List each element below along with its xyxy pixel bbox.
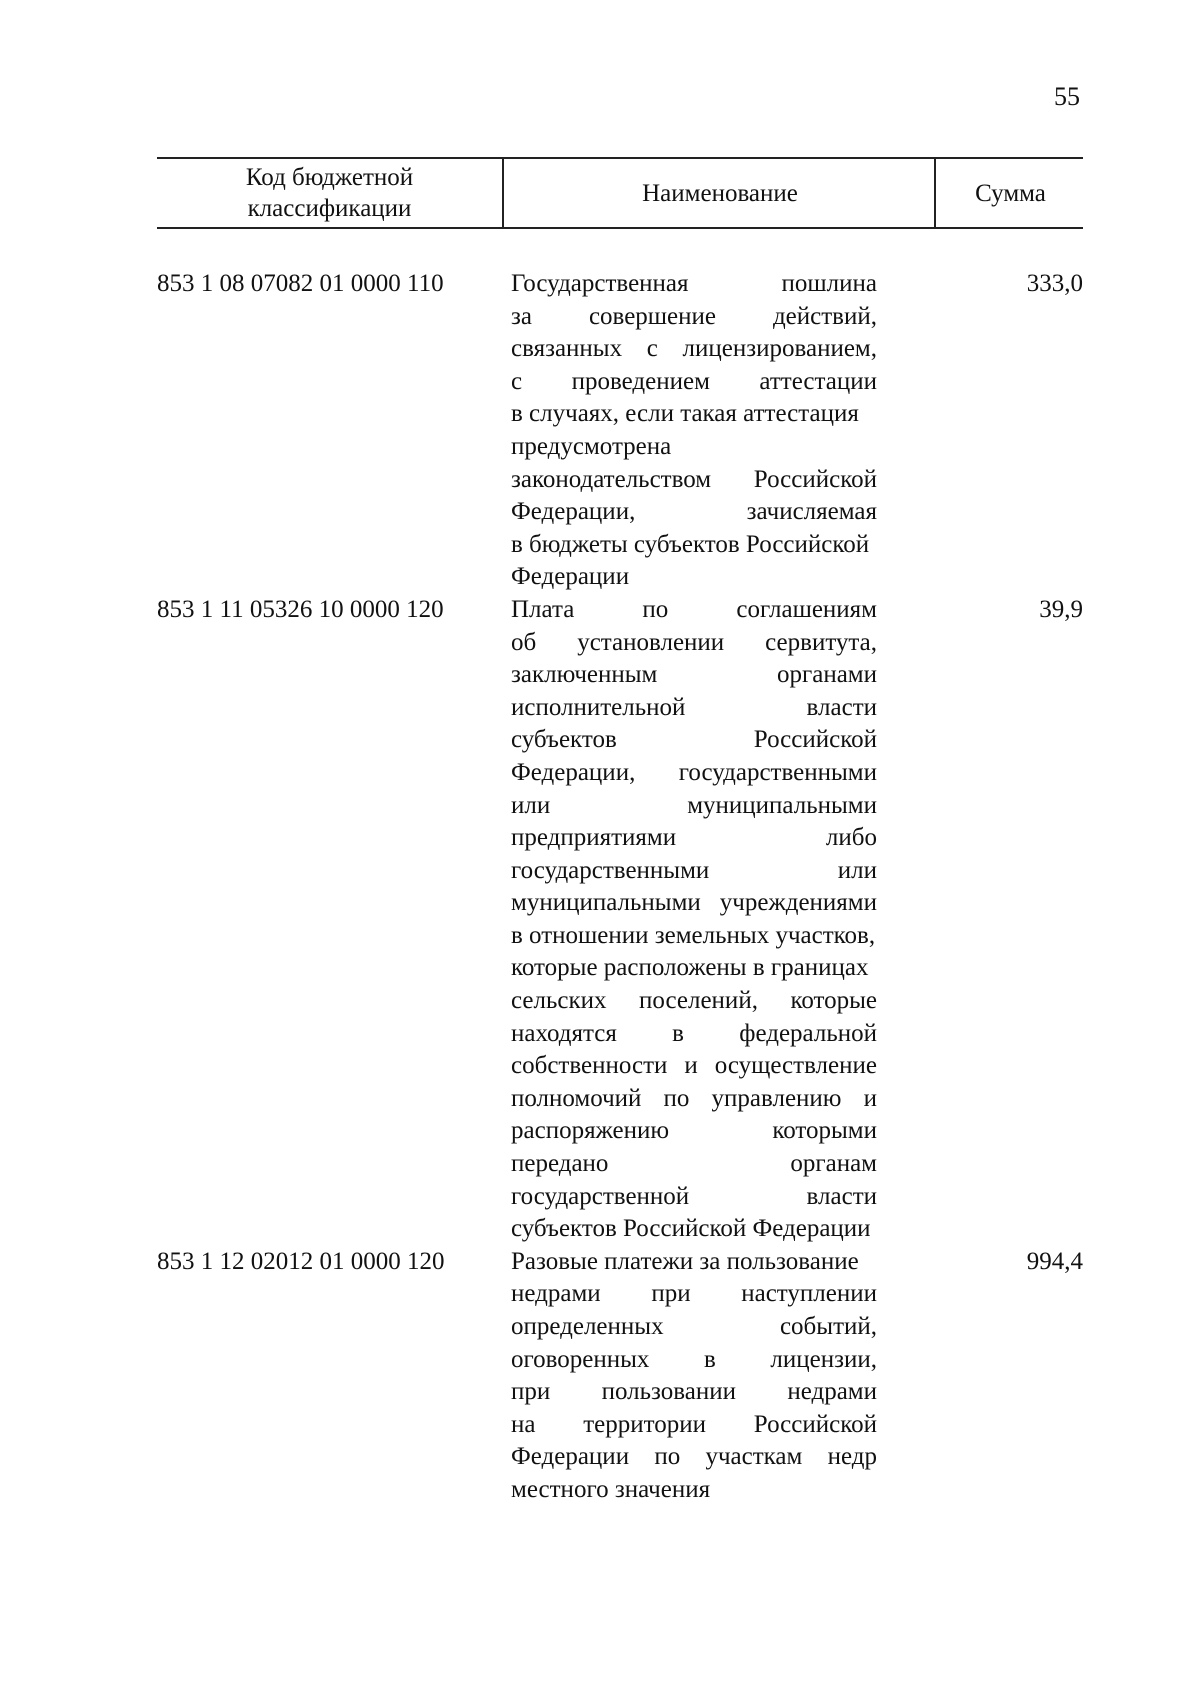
item-name-word: связанных bbox=[511, 335, 623, 363]
item-name-word: или bbox=[511, 791, 551, 819]
table-body bbox=[157, 268, 1083, 1507]
item-name-word: действий, bbox=[772, 302, 877, 330]
item-sum: 333,0 bbox=[1026, 270, 1083, 297]
item-name-word: зачисляемая bbox=[746, 498, 877, 526]
item-name-word: пошлина bbox=[781, 270, 877, 297]
item-name-line bbox=[511, 692, 877, 725]
item-name-line bbox=[511, 464, 877, 497]
item-name-word: по bbox=[663, 1084, 690, 1112]
header-code-line2: классификации bbox=[247, 195, 412, 222]
item-name-line bbox=[511, 757, 877, 790]
item-name-word: Федерации, bbox=[511, 498, 636, 526]
item-name-line bbox=[511, 822, 877, 855]
item-name-line bbox=[511, 887, 877, 920]
item-name-line bbox=[511, 1376, 877, 1409]
header-code-line1: Код бюджетной bbox=[245, 164, 414, 191]
item-name-word: муниципальными bbox=[687, 791, 877, 819]
item-name-word: в отношении земельных участков, bbox=[511, 921, 876, 949]
item-name-word: недрами bbox=[787, 1378, 877, 1406]
item-name-word: по bbox=[654, 1443, 681, 1471]
item-name-word: соглашениям bbox=[736, 595, 877, 623]
item-name-word: местного значения bbox=[511, 1475, 711, 1503]
item-name-word: сельских bbox=[511, 987, 607, 1015]
item-name-word: лицензии, bbox=[770, 1345, 877, 1373]
item-name-line bbox=[511, 1278, 877, 1311]
item-name-word: законодательством bbox=[511, 465, 712, 493]
item-name-word: и bbox=[863, 1084, 877, 1112]
item-name-word: совершение bbox=[588, 302, 716, 330]
item-name-word: осуществление bbox=[714, 1052, 877, 1080]
item-name-line bbox=[511, 594, 877, 627]
item-name-line bbox=[511, 1213, 877, 1246]
item-name-line bbox=[511, 1246, 877, 1279]
item-name bbox=[511, 1246, 877, 1507]
item-name-word: предприятиями bbox=[511, 824, 677, 852]
item-name-word: либо bbox=[825, 824, 877, 852]
item-name-word: при bbox=[651, 1280, 691, 1308]
item-name-line bbox=[511, 627, 877, 660]
item-name-line bbox=[511, 855, 877, 888]
item-name-word: федеральной bbox=[739, 1019, 877, 1047]
item-name-line bbox=[511, 561, 877, 594]
item-name-word: управлению bbox=[711, 1084, 842, 1112]
item-name-word: находятся bbox=[511, 1019, 617, 1047]
item-name-line bbox=[511, 1181, 877, 1214]
budget-code: 853 1 11 05326 10 0000 120 bbox=[157, 595, 444, 623]
item-name-line bbox=[511, 1148, 877, 1181]
item-name-word: Разовые платежи за пользование bbox=[511, 1247, 859, 1275]
item-name-word: субъектов bbox=[511, 726, 617, 754]
item-name-word: при bbox=[511, 1378, 551, 1406]
item-sum: 39,9 bbox=[1039, 595, 1083, 623]
item-name-line bbox=[511, 398, 877, 431]
page-number: 55 bbox=[1054, 82, 1080, 111]
item-name-line bbox=[511, 1018, 877, 1051]
item-name-line bbox=[511, 1083, 877, 1116]
item-name-word: Федерации bbox=[511, 1443, 630, 1471]
item-name-word: государственными bbox=[678, 758, 877, 786]
item-name-word: распоряжению bbox=[511, 1117, 670, 1145]
budget-code: 853 1 08 07082 01 0000 110 bbox=[157, 270, 444, 297]
item-name-word: недрами bbox=[511, 1280, 601, 1308]
item-name-word: государственными bbox=[511, 856, 710, 884]
item-name-word: участкам bbox=[705, 1443, 803, 1471]
item-name-word: органам bbox=[790, 1150, 877, 1178]
item-name-word: оговоренных bbox=[511, 1345, 650, 1373]
item-name-word: по bbox=[642, 595, 669, 623]
item-name-word: территории bbox=[583, 1410, 707, 1438]
item-name-word: поселений, bbox=[638, 987, 758, 1015]
table-header bbox=[157, 157, 1083, 229]
item-name-line bbox=[511, 496, 877, 529]
item-name-word: определенных bbox=[511, 1313, 664, 1340]
item-name-word: в bbox=[672, 1019, 684, 1047]
item-name-word: предусмотрена bbox=[511, 432, 672, 460]
header-code-cell bbox=[157, 159, 502, 227]
item-name-word: Государственная bbox=[511, 270, 689, 297]
item-name-line bbox=[511, 366, 877, 399]
table-row bbox=[157, 268, 1083, 594]
item-name-word: передано bbox=[511, 1150, 609, 1178]
item-name-line bbox=[511, 659, 877, 692]
item-name-word: государственной bbox=[511, 1182, 690, 1210]
item-name-word: в случаях, если такая аттестация bbox=[511, 400, 859, 428]
item-name-line bbox=[511, 1441, 877, 1474]
item-name-word: сервитута, bbox=[765, 628, 877, 656]
item-name-word: лицензированием, bbox=[682, 335, 877, 363]
budget-code: 853 1 12 02012 01 0000 120 bbox=[157, 1247, 445, 1275]
item-name-line bbox=[511, 790, 877, 823]
item-name-word: Российской bbox=[753, 726, 877, 754]
item-name-line bbox=[511, 333, 877, 366]
item-name-line bbox=[511, 1474, 877, 1507]
item-name-word: с bbox=[511, 367, 523, 395]
item-name-word: которыми bbox=[772, 1117, 877, 1145]
item-name-word: субъектов Российской Федерации bbox=[511, 1215, 871, 1243]
item-name-line bbox=[511, 301, 877, 334]
item-name-word: за bbox=[511, 302, 532, 330]
item-name-word: учреждениями bbox=[719, 889, 877, 917]
item-name-word: власти bbox=[806, 1182, 877, 1210]
item-name-word: об bbox=[511, 628, 537, 656]
item-name-line bbox=[511, 268, 877, 301]
item-name-word: Российской bbox=[753, 465, 877, 493]
item-name-word: которые расположены в границах bbox=[511, 954, 869, 982]
item-name-word: проведением bbox=[571, 367, 710, 395]
item-name-line bbox=[511, 985, 877, 1018]
item-sum: 994,4 bbox=[1026, 1247, 1083, 1275]
item-name-word: пользовании bbox=[601, 1378, 736, 1406]
item-name-word: в bbox=[704, 1345, 716, 1373]
item-name-line bbox=[511, 952, 877, 985]
table-row bbox=[157, 1246, 1083, 1507]
item-name-word: с bbox=[646, 335, 658, 363]
table-row bbox=[157, 594, 1083, 1246]
item-name-word: муниципальными bbox=[511, 889, 701, 917]
item-name-word: установлении bbox=[577, 628, 725, 656]
item-name-word: собственности bbox=[511, 1052, 668, 1080]
item-name-word: аттестации bbox=[759, 367, 877, 395]
item-name-word: Федерации bbox=[511, 563, 630, 591]
item-name-line bbox=[511, 920, 877, 953]
item-name-word: Федерации, bbox=[511, 758, 636, 786]
item-name-line bbox=[511, 724, 877, 757]
item-name-word: событий, bbox=[779, 1313, 877, 1340]
item-name-word: или bbox=[837, 856, 877, 884]
item-name-line bbox=[511, 529, 877, 562]
header-name-cell: Наименование bbox=[502, 159, 936, 227]
item-name-line bbox=[511, 1311, 877, 1344]
item-name-word: Российской bbox=[753, 1410, 877, 1438]
item-name-word: власти bbox=[806, 693, 877, 721]
item-name bbox=[511, 268, 877, 594]
item-name-word: и bbox=[684, 1052, 698, 1080]
item-name-word: наступлении bbox=[741, 1280, 877, 1308]
item-name-word: Плата bbox=[511, 595, 575, 623]
item-name-word: на bbox=[511, 1410, 536, 1438]
item-name-word: органами bbox=[776, 661, 877, 689]
item-name-word: исполнительной bbox=[511, 693, 686, 721]
item-name-word: в бюджеты субъектов Российской bbox=[511, 530, 870, 558]
item-name-word: недр bbox=[827, 1443, 877, 1471]
item-name-line bbox=[511, 1115, 877, 1148]
item-name-word: полномочий bbox=[511, 1084, 642, 1112]
item-name-word: заключенным bbox=[511, 661, 658, 689]
item-name-line bbox=[511, 1344, 877, 1377]
item-name-line bbox=[511, 1050, 877, 1083]
item-name-word: которые bbox=[790, 987, 877, 1015]
header-sum-cell: Сумма bbox=[934, 159, 1085, 227]
item-name-line bbox=[511, 431, 877, 464]
item-name-line bbox=[511, 1409, 877, 1442]
item-name bbox=[511, 594, 877, 1246]
